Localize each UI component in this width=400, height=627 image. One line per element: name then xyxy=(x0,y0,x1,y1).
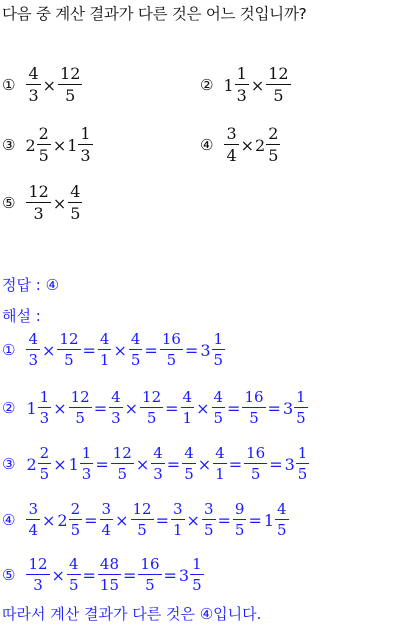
fraction: $\frac{1}{3}$ xyxy=(236,64,247,105)
times-sign: × xyxy=(115,510,129,530)
whole-part: 1 xyxy=(68,454,79,474)
answer-colon: : xyxy=(35,276,41,294)
fraction: $\frac{1}{3}$ xyxy=(80,124,91,165)
fraction: $\frac{3}{5}$ xyxy=(203,500,214,539)
fraction: $\frac{16}{5}$ xyxy=(161,330,181,369)
fraction: $\frac{12}{5}$ xyxy=(60,64,81,105)
operator: × xyxy=(240,135,255,155)
fraction: $\frac{1}{5}$ xyxy=(297,444,308,483)
equals-sign: = xyxy=(248,510,262,530)
fraction: $\frac{3}{4}$ xyxy=(28,500,38,539)
fraction: $\frac{2}{5}$ xyxy=(268,124,279,165)
explanation-colon: : xyxy=(35,307,41,325)
choice-5 xyxy=(2,184,83,222)
fraction: $\frac{12}{3}$ xyxy=(28,555,48,594)
solution-number: ③ xyxy=(2,455,16,473)
equals-sign: = xyxy=(93,398,108,418)
whole-part: 2 xyxy=(255,135,266,155)
fraction: $\frac{2}{5}$ xyxy=(38,124,49,165)
choice-number: ② xyxy=(200,76,214,94)
fraction: $\frac{12}{5}$ xyxy=(112,444,132,483)
fraction: $\frac{1}{5}$ xyxy=(296,388,306,427)
times-sign: × xyxy=(124,398,139,418)
equals-sign: = xyxy=(165,398,179,418)
solution-4 xyxy=(2,502,290,538)
whole-part: 3 xyxy=(178,565,190,585)
whole-part: 2 xyxy=(57,510,68,530)
operator: × xyxy=(42,75,57,95)
solution-3 xyxy=(2,446,310,482)
solution-number: ② xyxy=(2,399,16,417)
answer-label: 정답 xyxy=(2,276,31,294)
fraction: $\frac{12}{3}$ xyxy=(28,182,49,223)
fraction: $\frac{48}{15}$ xyxy=(99,555,119,594)
equals-sign: = xyxy=(123,565,137,585)
whole-part: 2 xyxy=(26,454,37,474)
whole-part: 3 xyxy=(282,398,294,418)
choice-4 xyxy=(200,126,281,164)
times-sign: × xyxy=(197,454,212,474)
choice-3 xyxy=(2,126,94,164)
fraction: $\frac{4}{5}$ xyxy=(277,500,287,539)
whole-part: 1 xyxy=(223,75,234,95)
fraction: $\frac{1}{5}$ xyxy=(192,555,202,594)
equals-sign: = xyxy=(217,510,231,530)
explanation-header xyxy=(2,305,41,326)
equals-sign: = xyxy=(95,454,109,474)
whole-part: 1 xyxy=(26,398,37,418)
fraction: $\frac{1}{5}$ xyxy=(213,330,224,369)
fraction: $\frac{3}{4}$ xyxy=(101,500,112,539)
equals-sign: = xyxy=(82,340,96,360)
equals-sign: = xyxy=(267,398,281,418)
equals-sign: = xyxy=(82,565,96,585)
equals-sign: = xyxy=(155,510,169,530)
times-sign: × xyxy=(113,340,127,360)
fraction: $\frac{12}{5}$ xyxy=(132,500,152,539)
times-sign: × xyxy=(186,510,200,530)
fraction: $\frac{2}{5}$ xyxy=(70,500,81,539)
fraction: $\frac{3}{4}$ xyxy=(226,124,237,165)
fraction: $\frac{4}{5}$ xyxy=(70,182,81,223)
equals-sign: = xyxy=(166,454,181,474)
operator: × xyxy=(250,75,265,95)
equals-sign: = xyxy=(184,340,199,360)
whole-part: 3 xyxy=(284,454,295,474)
choice-number: ⑤ xyxy=(2,194,16,212)
choice-number: ③ xyxy=(2,136,16,154)
fraction: $\frac{1}{3}$ xyxy=(81,444,92,483)
fraction: $\frac{12}{5}$ xyxy=(70,388,90,427)
fraction: $\frac{4}{3}$ xyxy=(28,64,39,105)
equals-sign: = xyxy=(144,340,158,360)
fraction: $\frac{4}{1}$ xyxy=(182,388,193,427)
choice-2 xyxy=(200,66,292,104)
times-sign: × xyxy=(196,398,210,418)
times-sign: × xyxy=(42,340,56,360)
solution-number: ① xyxy=(2,341,16,359)
solution-5 xyxy=(2,557,205,593)
equals-sign: = xyxy=(269,454,283,474)
fraction: $\frac{12}{5}$ xyxy=(268,64,289,105)
solution-number: ④ xyxy=(2,511,16,529)
whole-part: 3 xyxy=(200,340,211,360)
equals-sign: = xyxy=(84,510,98,530)
fraction: $\frac{4}{3}$ xyxy=(153,444,163,483)
equals-sign: = xyxy=(227,398,241,418)
fraction: $\frac{9}{5}$ xyxy=(234,500,245,539)
solution-1 xyxy=(2,332,226,368)
choice-number: ① xyxy=(2,76,16,94)
fraction: $\frac{16}{5}$ xyxy=(246,444,266,483)
equals-sign: = xyxy=(163,565,177,585)
equals-sign: = xyxy=(228,454,243,474)
fraction: $\frac{2}{5}$ xyxy=(39,444,50,483)
times-sign: × xyxy=(53,398,67,418)
fraction: $\frac{16}{5}$ xyxy=(140,555,160,594)
fraction: $\frac{4}{3}$ xyxy=(28,330,38,369)
fraction: $\frac{1}{3}$ xyxy=(39,388,50,427)
times-sign: × xyxy=(42,510,56,530)
fraction: $\frac{4}{5}$ xyxy=(130,330,141,369)
operator: × xyxy=(52,193,67,213)
fraction: $\frac{4}{5}$ xyxy=(184,444,194,483)
fraction: $\frac{4}{1}$ xyxy=(99,330,110,369)
explanation-label: 해설 xyxy=(2,307,31,325)
fraction: $\frac{12}{5}$ xyxy=(142,388,162,427)
choice-number: ④ xyxy=(200,136,214,154)
whole-part: 2 xyxy=(25,135,36,155)
whole-part: 1 xyxy=(67,135,78,155)
answer-value: ④ xyxy=(45,276,60,294)
solution-2 xyxy=(2,390,309,426)
fraction: $\frac{4}{5}$ xyxy=(213,388,224,427)
fraction: $\frac{12}{5}$ xyxy=(59,330,79,369)
times-sign: × xyxy=(53,454,67,474)
fraction: $\frac{3}{1}$ xyxy=(173,500,183,539)
times-sign: × xyxy=(51,565,65,585)
question-text: 다음 중 계산 결과가 다른 것은 어느 것입니까? xyxy=(2,5,307,23)
answer-line xyxy=(2,274,59,295)
times-sign: × xyxy=(135,454,150,474)
whole-part: 1 xyxy=(263,510,275,530)
fraction: $\frac{4}{3}$ xyxy=(111,388,121,427)
solution-number: ⑤ xyxy=(2,566,16,584)
conclusion-text: 따라서 계산 결과가 다른 것은 ④입니다. xyxy=(2,605,262,623)
operator: × xyxy=(52,135,67,155)
fraction: $\frac{16}{5}$ xyxy=(244,388,264,427)
fraction: $\frac{4}{1}$ xyxy=(215,444,225,483)
choice-1 xyxy=(2,66,83,104)
fraction: $\frac{4}{5}$ xyxy=(68,555,79,594)
